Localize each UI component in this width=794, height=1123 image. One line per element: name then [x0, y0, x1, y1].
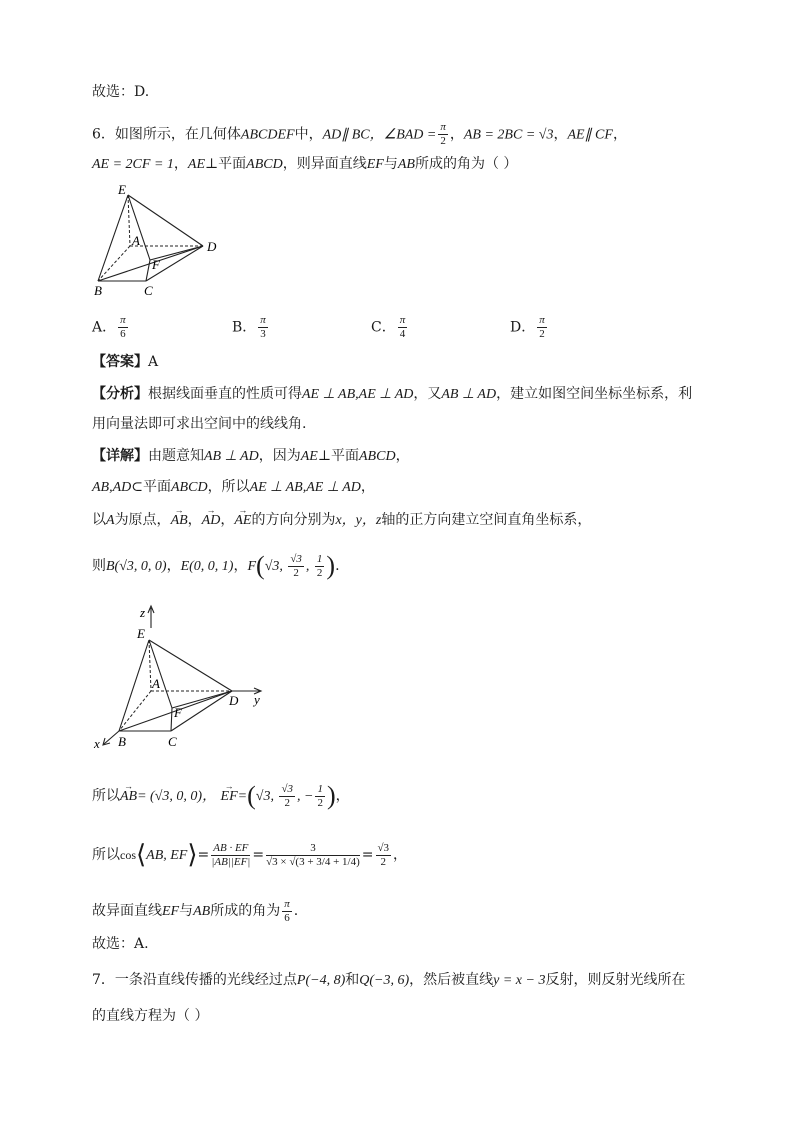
detail-text: 以 — [92, 512, 106, 528]
point-B: B(√3, 0, 0) — [106, 559, 167, 574]
denominator: 2 — [293, 566, 299, 579]
edge-EA-hidden — [128, 195, 130, 246]
edge-ED — [149, 640, 232, 691]
edge-EB — [119, 640, 149, 731]
paren: ) — [326, 551, 336, 580]
edge-EA-hidden — [149, 640, 151, 691]
edge-EF — [128, 195, 150, 260]
numerator: π — [260, 314, 266, 326]
label-D: D — [229, 693, 239, 708]
angle-bracket: ⟩ — [187, 840, 198, 869]
detail-text: 则 — [92, 558, 106, 574]
analysis-line-2: 用向量法即可求出空间中的线线角. — [92, 416, 307, 432]
cos-argument: AB, EF — [146, 848, 188, 863]
denominator: |AB||EF| — [211, 855, 251, 868]
cosine-line — [92, 838, 407, 873]
vector-AD: → AD — [202, 511, 221, 531]
vectors-math: = — [237, 789, 248, 804]
q6-text: 所成的角为（ ） — [414, 156, 518, 172]
denominator: 2 — [440, 135, 446, 147]
analysis-text: 根据线面垂直的性质可得 — [148, 386, 302, 402]
q6-text: 与 — [383, 156, 398, 172]
q6-math: ，∠BAD = — [369, 127, 437, 143]
option-label: A． — [92, 319, 117, 336]
fraction — [315, 554, 325, 579]
paren: ) — [326, 781, 336, 810]
option-b[interactable] — [232, 315, 270, 340]
detail-text: ， — [220, 512, 235, 528]
analysis-math: AB ⊥ AD — [441, 387, 497, 402]
edge-CF — [171, 708, 172, 731]
fraction — [288, 554, 304, 579]
numerator: 3 — [266, 843, 360, 856]
paren: ( — [256, 551, 265, 580]
equals: = — [197, 847, 210, 863]
option-a[interactable] — [92, 315, 130, 340]
conclusion-math: AB — [193, 904, 211, 919]
detail-text: ⊂平面 — [131, 479, 171, 495]
q6-math: AE = 2CF = 1 — [92, 157, 174, 172]
label-F: F — [174, 705, 182, 720]
detail-math: ABCD — [359, 449, 396, 464]
denominator: 2 — [316, 566, 323, 579]
option-label: B． — [232, 319, 257, 336]
angle-bracket: ⟨ — [136, 840, 147, 869]
vector-AB: → AB — [120, 783, 137, 811]
numerator: π — [539, 314, 545, 326]
denominator: 6 — [120, 328, 126, 340]
denominator: 4 — [399, 328, 406, 340]
q6-text: ，则异面直线 — [282, 156, 367, 172]
coordinate-figure-2 — [92, 604, 272, 754]
vector-AB: → AB — [171, 511, 188, 531]
q6-math: AE∥ CF — [567, 127, 613, 143]
detail-text: ， — [187, 512, 202, 528]
q6-text: 6．如图所示，在几何体 — [92, 126, 241, 143]
fraction — [376, 843, 392, 868]
numerator: √3 — [377, 841, 390, 854]
numerator: 1 — [317, 782, 323, 795]
question-7-line-2: 的直线方程为（ ） — [92, 1008, 209, 1024]
q6-math: AB — [397, 157, 415, 172]
vectors-text: 所以 — [92, 788, 120, 804]
numerator: π — [399, 314, 406, 326]
analysis-line-1 — [92, 384, 692, 405]
option-c[interactable] — [371, 315, 409, 340]
analysis-math: AE ⊥ AB,AE ⊥ AD — [302, 387, 414, 402]
detail-math: AB ⊥ AD — [204, 449, 259, 464]
vector-AE: → AE — [234, 511, 251, 531]
fraction — [211, 843, 250, 868]
fraction — [537, 315, 547, 340]
q7-text: 7．一条沿直线传播的光线经过点 — [92, 972, 297, 988]
vectors-math: = (√3, 0, 0)， — [137, 789, 217, 804]
detail-text: 的方向分别为 — [251, 512, 336, 528]
q6-math: AD∥ BC — [322, 127, 370, 143]
q6-text: 中， — [294, 126, 323, 143]
fraction — [279, 784, 295, 809]
numerator: π — [120, 314, 126, 326]
analysis-text: ，又 — [413, 386, 442, 402]
detail-math: AE ⊥ AB,AE ⊥ AD — [249, 480, 361, 495]
detail-math: AB,AD — [92, 480, 132, 495]
denominator: 3 — [260, 328, 266, 340]
answer-line — [92, 352, 158, 372]
q7-text: ，然后被直线 — [409, 972, 494, 988]
q7-text: 反射，则反射光线所在 — [545, 972, 686, 988]
q6-text: ， — [173, 156, 188, 172]
vectors-text: ， — [335, 788, 350, 804]
detail-text: . — [335, 558, 340, 574]
denominator: 6 — [284, 911, 290, 924]
detail-tag: 【详解】 — [92, 448, 148, 464]
denominator: √3 × √(3 + 3/4 + 1/4) — [266, 855, 360, 868]
point-P: P(−4, 8) — [296, 973, 346, 988]
label-B: B — [94, 283, 102, 298]
q6-text: ， — [612, 126, 627, 143]
q7-text: 和 — [345, 972, 360, 988]
fraction — [266, 843, 360, 868]
q6-math: AE — [187, 157, 205, 172]
detail-math: A — [106, 513, 115, 528]
point-F-name: F — [247, 559, 257, 574]
vectors-math: , − — [297, 789, 314, 804]
edge-EF — [149, 640, 172, 708]
edge-EB — [98, 195, 128, 281]
q6-math: ABCDEF — [240, 127, 295, 143]
q6-text: ， — [449, 126, 464, 143]
label-C: C — [168, 734, 177, 749]
option-label: C． — [371, 319, 396, 336]
question-7-line-1 — [92, 970, 685, 991]
cos-function: cos — [120, 848, 136, 862]
vectors-line — [92, 782, 350, 811]
numerator: AB · EF — [213, 841, 249, 854]
detail-text: 轴的正方向建立空间直角坐标系， — [381, 512, 592, 528]
detail-text: ⊥平面 — [317, 448, 359, 464]
vector-EF: → EF — [221, 783, 238, 811]
q6-text: ⊥平面 — [205, 156, 247, 172]
analysis-text: ，建立如图空间坐标坐标系，利 — [496, 386, 693, 402]
point-Q: Q(−3, 6) — [359, 973, 410, 988]
q6-math: EF — [366, 157, 384, 172]
label-z: z — [140, 605, 146, 620]
question-6-line-2 — [92, 154, 517, 175]
detail-math: √3, — [264, 559, 287, 574]
numerator: √3 — [281, 782, 293, 795]
label-F: F — [152, 257, 160, 272]
detail-line-4 — [92, 552, 340, 581]
label-B: B — [118, 734, 126, 749]
label-E: E — [137, 626, 145, 641]
answer-tag: 【答案】 — [92, 354, 148, 370]
fraction — [438, 122, 448, 147]
vectors-math: √3, — [255, 789, 278, 804]
detail-math: AE — [300, 449, 318, 464]
detail-text: 为原点， — [114, 512, 171, 528]
numerator: 1 — [316, 552, 323, 565]
question-6-line-1 — [92, 122, 627, 147]
conclusion-math: EF — [162, 904, 180, 919]
label-D: D — [207, 239, 217, 254]
fraction — [282, 899, 292, 924]
equals: = — [361, 847, 374, 863]
edge-CF — [146, 260, 150, 281]
paren: ( — [247, 781, 256, 810]
x-axis — [104, 731, 119, 744]
detail-text: ， — [233, 558, 248, 574]
detail-line-1 — [92, 446, 410, 467]
q6-math: ABCD — [246, 157, 283, 172]
final-answer: 故选：A. — [92, 936, 149, 952]
point-E: E(0, 0, 1) — [180, 559, 234, 574]
fraction — [315, 784, 325, 809]
conclusion-text: 故异面直线 — [92, 903, 162, 919]
edge-BD — [98, 246, 203, 281]
denominator: 2 — [539, 328, 545, 340]
previous-answer: 故选：D. — [92, 84, 150, 100]
q6-text: ， — [553, 126, 568, 143]
geometry-figure-1 — [88, 183, 228, 298]
analysis-tag: 【分析】 — [92, 386, 148, 402]
conclusion-text: . — [293, 903, 299, 919]
detail-line-3 — [92, 510, 591, 531]
line-equation: y = x − 3 — [493, 973, 546, 988]
label-E: E — [118, 183, 126, 197]
detail-text: ，因为 — [258, 448, 301, 464]
detail-text: ，所以 — [207, 479, 250, 495]
cosine-text: ， — [393, 847, 408, 863]
fraction — [118, 315, 128, 340]
numerator: π — [440, 121, 446, 133]
answer-value: A — [148, 354, 159, 370]
detail-math: , — [305, 559, 313, 574]
fraction — [258, 315, 268, 340]
conclusion-line — [92, 898, 298, 925]
detail-text: ， — [395, 448, 410, 464]
cosine-text: 所以 — [92, 847, 120, 863]
detail-text: ， — [360, 479, 375, 495]
numerator: π — [284, 897, 290, 910]
label-A: A — [152, 676, 160, 691]
label-C: C — [144, 283, 153, 298]
option-d[interactable] — [510, 315, 549, 340]
fraction — [398, 315, 408, 340]
label-x: x — [94, 736, 100, 751]
detail-math: x，y，z — [335, 513, 382, 528]
denominator: 2 — [380, 855, 387, 868]
denominator: 2 — [317, 796, 323, 809]
label-y: y — [254, 692, 260, 707]
detail-text: 由题意知 — [148, 448, 204, 464]
option-label: D． — [510, 319, 536, 336]
q6-math: AB = 2BC = √3 — [463, 127, 554, 143]
label-A: A — [132, 233, 140, 248]
conclusion-text: 所成的角为 — [210, 903, 281, 919]
numerator: √3 — [290, 552, 302, 565]
detail-math: ABCD — [171, 480, 208, 495]
detail-line-2 — [92, 477, 375, 498]
detail-text: ， — [166, 558, 181, 574]
conclusion-text: 与 — [179, 903, 194, 919]
denominator: 2 — [284, 796, 290, 809]
equals: = — [252, 847, 265, 863]
